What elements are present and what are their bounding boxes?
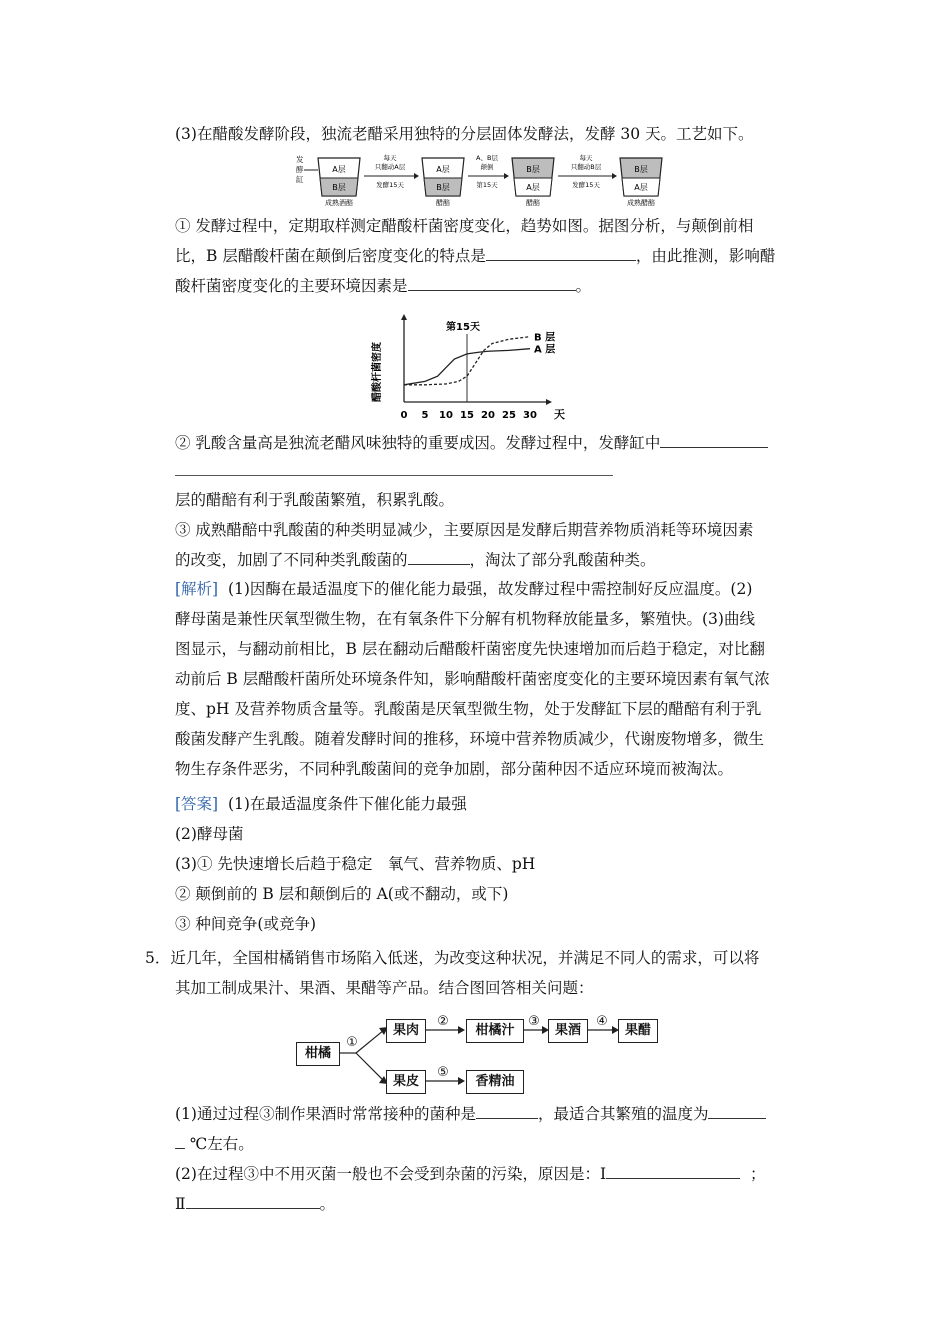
svg-text:只翻动B层: 只翻动B层 <box>570 163 602 171</box>
q3-2-line1: ② 乳酸含量高是独流老醋风味独特的重要成因。发酵过程中，发酵缸中 <box>175 432 768 454</box>
analysis-line3: 图显示，与翻动前相比，B 层在翻动后醋酸杆菌密度先快速增加而后趋于稳定，对比翻 <box>175 640 765 658</box>
x-tick-label: 25 <box>502 410 516 421</box>
q5-line1: 5．近几年，全国柑橘销售市场陷入低迷，为改变这种状况，并满足不同人的需求，可以将 <box>145 949 760 967</box>
analysis-line1: [解析] (1)因酶在最适温度下的催化能力最强，故发酵过程中需控制好反应温度。(2) <box>175 580 753 598</box>
flow-peel-box: 果皮 <box>386 1070 426 1094</box>
x-axis-arrow <box>546 399 552 405</box>
answer-tag: [答案] <box>175 795 219 813</box>
svg-text:发酵15天: 发酵15天 <box>376 181 404 189</box>
q3-intro: (3)在醋酸发酵阶段，独流老醋采用独特的分层固体发酵法，发酵 30 天。工艺如下。 <box>175 125 754 143</box>
jar1-caption: 成熟酒醅 <box>325 199 353 207</box>
bacteria-density-chart <box>366 312 566 424</box>
tank-label-1: 发 <box>296 155 304 164</box>
q3-1-line3: 酸杆菌密度变化的主要环境因素是 。 <box>175 277 592 295</box>
q3-3-line2: 的改变，加剧了不同种类乳酸菌的 ，淘汰了部分乳酸菌种类。 <box>175 551 656 569</box>
svg-text:A层: A层 <box>436 165 450 174</box>
svg-text:只翻动A层: 只翻动A层 <box>374 163 406 171</box>
q3-3-line1: ③ 成熟醋醅中乳酸菌的种类明显减少，主要原因是发酵后期营养物质消耗等环境因素 <box>175 521 754 539</box>
x-tick-label: 15 <box>460 410 474 421</box>
jar1-top-label: A层 <box>332 165 346 174</box>
analysis-line7: 物生存条件恶劣，不同种乳酸菌间的竞争加剧，部分菌种因不适应环境而被淘汰。 <box>175 760 734 778</box>
answer-line5: ③ 种间竞争(或竞争) <box>175 915 317 933</box>
analysis-line5: 度、pH 及营养物质含量等。乳酸菌是厌氧型微生物，处于发酵缸下层的醋醅有利于乳 <box>175 700 762 718</box>
arrow-1 <box>364 153 419 189</box>
flow-wine-box: 果酒 <box>548 1019 588 1043</box>
q5-2-line2: Ⅱ 。 <box>175 1195 336 1213</box>
x-tick-label: 20 <box>481 410 495 421</box>
analysis-line4: 动前后 B 层醋酸杆菌所处环境条件知，影响醋酸杆菌密度变化的主要环境因素有氧气浓 <box>175 670 770 688</box>
jar-1 <box>318 158 360 207</box>
step-5-label: ⑤ <box>437 1065 449 1080</box>
svg-text:颠倒: 颠倒 <box>480 163 494 171</box>
answer-blank-2[interactable] <box>408 275 576 291</box>
q3-1-line2: 比，B 层醋酸杆菌在颠倒后密度变化的特点是 ，由此推测，影响醋 <box>175 247 776 265</box>
q5-line2: 其加工制成果汁、果酒、果醋等产品。结合图回答相关问题： <box>175 979 594 997</box>
x-tick-label: 30 <box>523 410 537 421</box>
jar-4 <box>620 158 662 207</box>
analysis-line6: 酸菌发酵产生乳酸。随着发酵时间的推移，环境中营养物质减少，代谢废物增多，微生 <box>175 730 765 748</box>
flow-citrus-box: 柑橘 <box>296 1042 340 1066</box>
svg-text:A、B层: A、B层 <box>476 154 498 162</box>
legend-label-a: A 层 <box>534 344 556 356</box>
chart-annotation: 第15天 <box>446 322 480 333</box>
step-3-label: ③ <box>528 1014 540 1029</box>
svg-text:A层: A层 <box>634 183 648 192</box>
svg-text:每天: 每天 <box>579 154 593 162</box>
jar-2 <box>422 158 464 207</box>
arrow-3 <box>558 153 617 189</box>
svg-text:B层: B层 <box>634 165 648 174</box>
answer-blank-4[interactable] <box>408 549 470 565</box>
q5-1-line2: ℃左右。 <box>175 1133 254 1155</box>
arrow-2 <box>468 153 509 189</box>
answer-line3: (3)① 先快速增长后趋于稳定 氧气、营养物质、pH <box>175 855 536 873</box>
svg-text:A层: A层 <box>526 183 540 192</box>
answer-blank-8[interactable] <box>186 1193 320 1209</box>
flow-pulp-box: 果肉 <box>386 1019 426 1043</box>
step-4-label: ④ <box>596 1014 608 1029</box>
answer-blank-1[interactable] <box>486 245 636 261</box>
x-tick-label: 0 <box>400 410 408 421</box>
fermentation-process-diagram <box>290 152 680 208</box>
legend-label-b: B 层 <box>534 332 556 344</box>
flow-vinegar-box: 果醋 <box>618 1019 658 1043</box>
chart-ylabel: 醋酸杆菌密度 <box>372 342 383 402</box>
svg-text:B层: B层 <box>436 183 450 192</box>
svg-text:成熟醋醅: 成熟醋醅 <box>627 199 655 207</box>
answer-blank-line[interactable] <box>175 475 613 476</box>
analysis-line2: 酵母菌是兼性厌氧型微生物，在有氧条件下分解有机物释放能量多，繁殖快。(3)曲线 <box>175 610 755 628</box>
chart-xlabel: 天 <box>554 408 565 421</box>
tank-label-2: 酵 <box>296 165 304 174</box>
jar1-bottom-label: B层 <box>332 183 346 192</box>
jar-3 <box>512 158 554 207</box>
analysis-tag: [解析] <box>175 580 219 598</box>
answer-line4: ② 颠倒前的 B 层和颠倒后的 A(或不翻动，或下) <box>175 885 509 903</box>
x-tick-label: 10 <box>439 410 453 421</box>
flow-essence-box: 香精油 <box>466 1070 524 1094</box>
answer-blank-7[interactable] <box>606 1163 740 1179</box>
svg-text:B层: B层 <box>526 165 540 174</box>
svg-text:发酵15天: 发酵15天 <box>572 181 600 189</box>
svg-text:醋醅: 醋醅 <box>436 199 450 207</box>
answer-line2: (2)酵母菌 <box>175 825 244 843</box>
answer-blank-6b[interactable] <box>175 1133 185 1149</box>
answer-blank-3[interactable] <box>660 432 768 448</box>
svg-text:第15天: 第15天 <box>476 181 498 189</box>
q5-1-line1: (1)通过过程③制作果酒时常常接种的菌种是 ，最适合其繁殖的温度为 <box>175 1103 766 1125</box>
svg-text:每天: 每天 <box>383 154 397 162</box>
answer-blank-6[interactable] <box>708 1103 766 1119</box>
svg-text:醋醅: 醋醅 <box>526 199 540 207</box>
q3-1-line1: ① 发酵过程中，定期取样测定醋酸杆菌密度变化，趋势如图。据图分析，与颠倒前相 <box>175 217 754 235</box>
step-2-label: ② <box>437 1014 449 1029</box>
tank-label-3: 缸 <box>296 175 304 184</box>
y-axis-arrow <box>401 314 407 320</box>
q3-2-line2: 层的醋醅有利于乳酸菌繁殖，积累乳酸。 <box>175 491 455 509</box>
step-1-label: ① <box>346 1035 358 1050</box>
x-tick-label: 5 <box>421 410 429 421</box>
answer-line1: [答案] (1)在最适温度条件下催化能力最强 <box>175 795 467 813</box>
flow-juice-box: 柑橘汁 <box>466 1019 524 1043</box>
answer-blank-5[interactable] <box>476 1103 538 1119</box>
q5-2-line1: (2)在过程③中不用灭菌一般也不会受到杂菌的污染，原因是：Ⅰ ； <box>175 1165 766 1183</box>
